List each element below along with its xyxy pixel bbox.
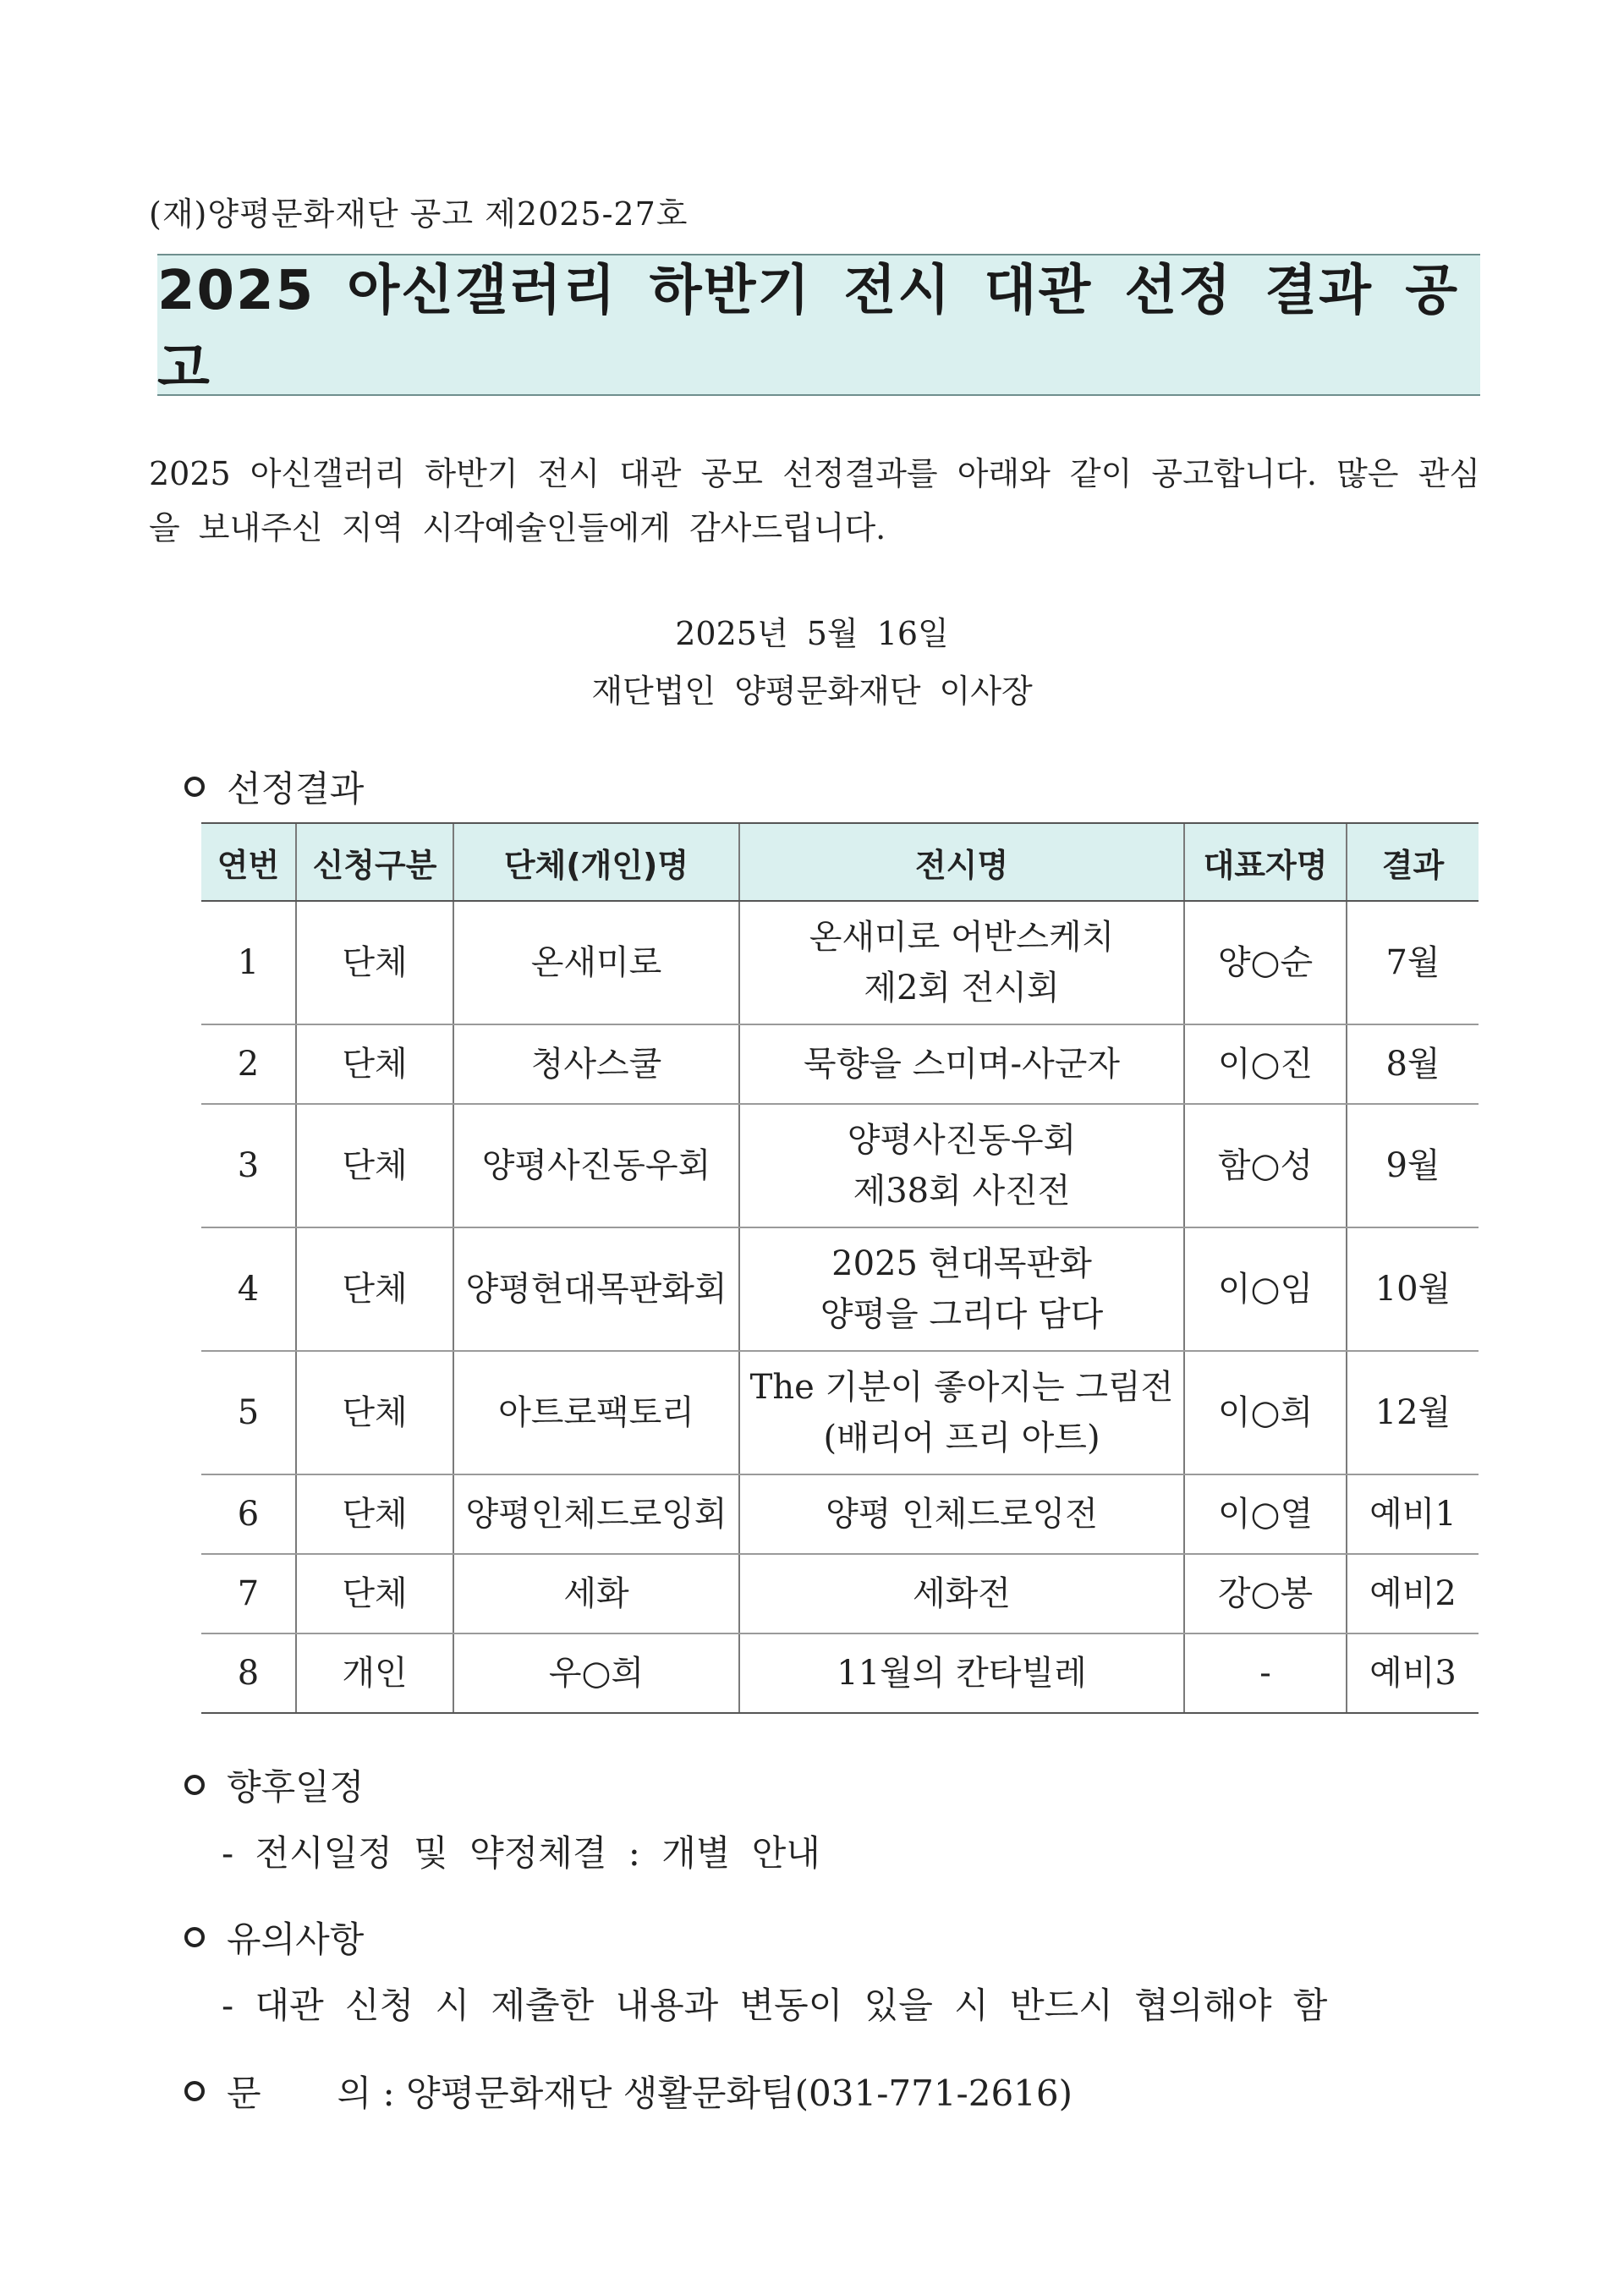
cell-name: 아트로팩토리 (453, 1351, 739, 1474)
cell-type: 단체 (296, 1351, 453, 1474)
section-notes-heading (184, 1912, 364, 1963)
cell-no: 4 (201, 1227, 296, 1351)
cell-no: 2 (201, 1024, 296, 1104)
cell-type: 단체 (296, 1554, 453, 1633)
exhibit-line: 세화전 (913, 1574, 1011, 1613)
col-header-name: 단체(개인)명 (453, 823, 739, 901)
exhibit-line: The 기분이 좋아지는 그림전 (749, 1368, 1174, 1407)
table-row (201, 1633, 1479, 1713)
cell-type: 단체 (296, 1104, 453, 1227)
cell-exhibit (739, 1351, 1184, 1474)
cell-result: 10월 (1347, 1227, 1479, 1351)
cell-exhibit (739, 1104, 1184, 1227)
table-row (201, 1474, 1479, 1554)
cell-exhibit (739, 1554, 1184, 1633)
cell-rep: 강○봉 (1184, 1554, 1347, 1633)
col-header-rep: 대표자명 (1184, 823, 1347, 901)
cell-name: 세화 (453, 1554, 739, 1633)
cell-rep: 양○순 (1184, 901, 1347, 1024)
cell-rep: 이○임 (1184, 1227, 1347, 1351)
cell-rep: 이○열 (1184, 1474, 1347, 1554)
cell-result: 9월 (1347, 1104, 1479, 1227)
col-header-type: 신청구분 (296, 823, 453, 901)
cell-no: 1 (201, 901, 296, 1024)
cell-type: 단체 (296, 901, 453, 1024)
cell-name: 양평현대목판화회 (453, 1227, 739, 1351)
cell-result: 예비2 (1347, 1554, 1479, 1633)
intro-paragraph: 2025 아신갤러리 하반기 전시 대관 공모 선정결과를 아래와 같이 공고합니다. 많은 관심을 보내주신 지역 시각예술인들에게 감사드립니다. (149, 455, 1480, 546)
notice-number: (재)양평문화재단 공고 제2025-27호 (149, 195, 689, 233)
cell-type: 단체 (296, 1024, 453, 1104)
exhibit-line: 양평을 그리다 담다 (820, 1295, 1104, 1334)
cell-result: 예비3 (1347, 1633, 1479, 1713)
cell-type: 단체 (296, 1474, 453, 1554)
cell-result: 7월 (1347, 901, 1479, 1024)
cell-exhibit (739, 1227, 1184, 1351)
circle-bullet-icon (184, 777, 205, 797)
exhibit-line: 11월의 칸타빌레 (837, 1654, 1087, 1693)
cell-name: 온새미로 (453, 901, 739, 1024)
table-row (201, 1554, 1479, 1633)
cell-name: 우○희 (453, 1633, 739, 1713)
section-schedule-heading (184, 1760, 364, 1810)
exhibit-line: 양평사진동우회 (847, 1121, 1077, 1160)
cell-name: 양평인체드로잉회 (453, 1474, 739, 1554)
exhibit-line: 제2회 전시회 (864, 969, 1060, 1007)
circle-bullet-icon (184, 1927, 205, 1947)
contact-label: 문 (227, 2073, 261, 2114)
title-banner (157, 254, 1480, 400)
announcement-date: 2025년 5월 16일 (675, 615, 949, 652)
exhibit-line: 묵향을 스미며-사군자 (804, 1045, 1120, 1084)
exhibit-line: (배리어 프리 아트) (823, 1419, 1100, 1458)
exhibit-line: 2025 현대목판화 (831, 1244, 1092, 1283)
cell-no: 7 (201, 1554, 296, 1633)
section-schedule-label: 향후일정 (227, 1766, 365, 1808)
table-row (201, 1024, 1479, 1104)
results-table (201, 822, 1479, 1714)
notes-item: - 대관 신청 시 제출한 내용과 변동이 있을 시 반드시 협의해야 함 (222, 1985, 1328, 2026)
schedule-item: - 전시일정 및 약정체결 : 개별 안내 (222, 1832, 820, 1874)
cell-type: 개인 (296, 1633, 453, 1713)
table-row (201, 1104, 1479, 1227)
section-notes-label: 유의사항 (227, 1919, 365, 1960)
cell-rep: 함○성 (1184, 1104, 1347, 1227)
exhibit-line: 온새미로 어반스케치 (809, 918, 1115, 957)
section-contact (184, 2066, 1073, 2117)
cell-exhibit (739, 1474, 1184, 1554)
circle-bullet-icon (184, 1775, 205, 1795)
cell-result: 8월 (1347, 1024, 1479, 1104)
cell-no: 8 (201, 1633, 296, 1713)
cell-exhibit (739, 1024, 1184, 1104)
cell-type: 단체 (296, 1227, 453, 1351)
exhibit-line: 양평 인체드로잉전 (826, 1495, 1098, 1534)
table-row (201, 1351, 1479, 1474)
col-header-result: 결과 (1347, 823, 1479, 901)
col-header-exhibit: 전시명 (739, 823, 1184, 901)
cell-name: 양평사진동우회 (453, 1104, 739, 1227)
circle-bullet-icon (184, 2081, 205, 2101)
cell-rep: 이○진 (1184, 1024, 1347, 1104)
contact-detail: 의 : 양평문화재단 생활문화팀(031-771-2616) (337, 2073, 1073, 2114)
cell-exhibit (739, 901, 1184, 1024)
table-header-row (201, 823, 1479, 901)
cell-no: 3 (201, 1104, 296, 1227)
cell-result: 예비1 (1347, 1474, 1479, 1554)
table-row (201, 901, 1479, 1024)
cell-result: 12월 (1347, 1351, 1479, 1474)
cell-no: 6 (201, 1474, 296, 1554)
col-header-no: 연번 (201, 823, 296, 901)
table-row (201, 1227, 1479, 1351)
exhibit-line: 제38회 사진전 (853, 1172, 1071, 1211)
section-result-label: 선정결과 (227, 768, 365, 810)
section-result-heading (184, 761, 364, 812)
cell-name: 청사스쿨 (453, 1024, 739, 1104)
cell-rep: 이○희 (1184, 1351, 1347, 1474)
document-title: 2025 아신갤러리 하반기 전시 대관 선정 결과 공고 (157, 260, 1460, 400)
issuer: 재단법인 양평문화재단 이사장 (591, 673, 1033, 710)
cell-exhibit (739, 1633, 1184, 1713)
cell-no: 5 (201, 1351, 296, 1474)
cell-rep: - (1184, 1633, 1347, 1713)
